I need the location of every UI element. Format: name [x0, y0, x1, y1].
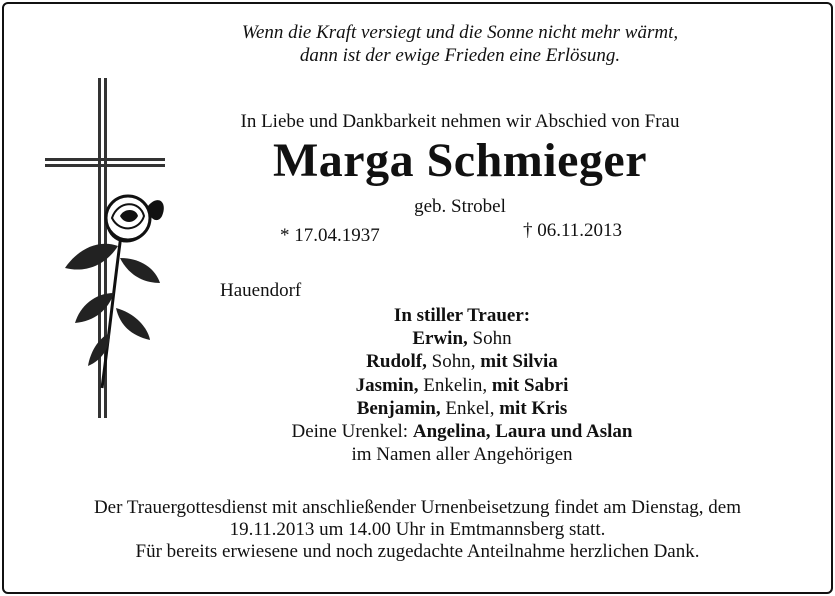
cross-with-rose-icon — [40, 78, 170, 418]
motto-line-1: Wenn die Kraft versiegt und die Sonne nicht mehr wärmt, — [241, 22, 679, 43]
mourner-row — [212, 327, 712, 350]
mourner-partner: mit Sabri — [491, 374, 569, 396]
mourner-row — [212, 350, 712, 373]
hometown: Hauendorf — [220, 280, 302, 301]
mourner-relation: Enkel, — [440, 397, 500, 419]
service-info — [20, 497, 815, 563]
mourner-name: Erwin, — [412, 328, 468, 350]
mourner-partner: mit Kris — [499, 397, 568, 419]
service-line-1: Der Trauergottesdienst mit anschließender Urnenbeisetzung findet am Dienstag, dem — [93, 497, 742, 518]
great-grandchildren-names: Angelina, Laura und Aslan — [412, 420, 633, 442]
mourner-name: Benjamin, — [356, 397, 441, 419]
mourner-name: Jasmin, — [355, 374, 419, 396]
deceased-name: Marga Schmieger — [272, 134, 648, 187]
mourner-relation: Enkelin, — [418, 374, 492, 396]
birth-date: * 17.04.1937 — [280, 225, 380, 246]
mourner-partner: mit Silvia — [480, 351, 558, 373]
great-grandchildren-label: Deine Urenkel: — [291, 420, 413, 442]
intro-text: In Liebe und Dankbarkeit nehmen wir Abschied von Frau — [240, 111, 680, 132]
mourners-heading: In stiller Trauer: — [393, 305, 531, 326]
motto-line-2: dann ist der ewige Frieden eine Erlösung. — [299, 45, 621, 66]
great-grandchildren-row — [212, 420, 712, 443]
mourner-relation: Sohn — [467, 328, 512, 350]
service-line-2: 19.11.2013 um 14.00 Uhr in Emtmannsberg statt. — [229, 519, 606, 540]
mourners-closing: im Namen aller Angehörigen — [351, 444, 573, 466]
mourner-row — [212, 397, 712, 420]
mourner-name: Rudolf, — [366, 351, 427, 373]
mourner-row — [212, 374, 712, 397]
maiden-name: geb. Strobel — [414, 196, 506, 217]
mourners-block — [212, 304, 712, 466]
death-date: † 06.11.2013 — [523, 220, 623, 241]
service-line-3: Für bereits erwiesene und noch zugedachte Anteilnahme herzlichen Dank. — [135, 541, 700, 562]
mourner-relation: Sohn, — [426, 351, 481, 373]
